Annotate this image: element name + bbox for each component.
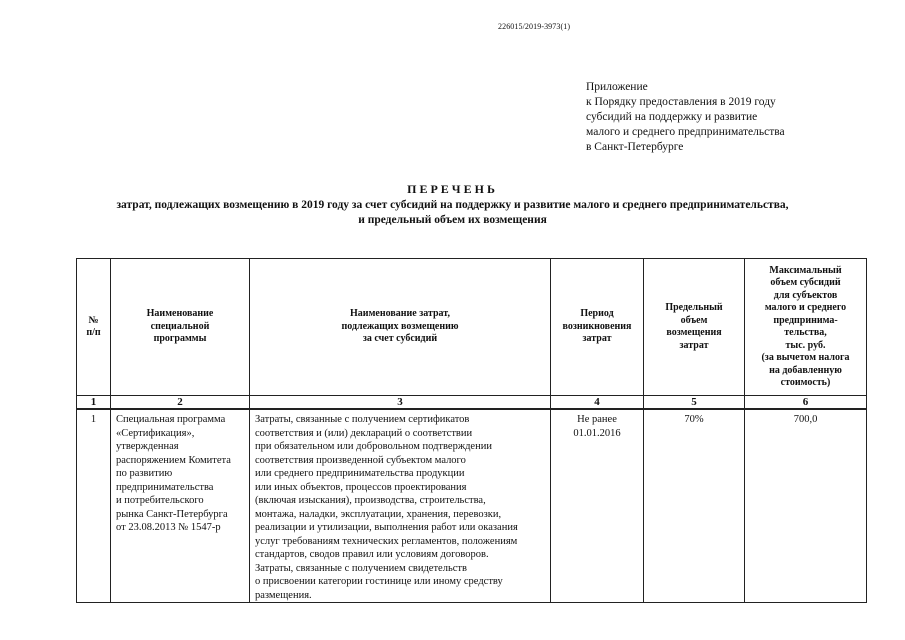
text-line: «Сертификация», bbox=[116, 427, 195, 439]
header-cell-program bbox=[111, 259, 250, 396]
text-line: для субъектов bbox=[773, 289, 838, 301]
text-line: монтажа, наладки, эксплуатации, хранения, перевозки, bbox=[255, 508, 502, 520]
text-line: подлежащих возмещению bbox=[341, 320, 459, 332]
header-cell-costs bbox=[250, 259, 551, 396]
text-line: соответствия произведенной субъектом малого bbox=[255, 454, 466, 466]
header-cell-number bbox=[77, 259, 111, 396]
limit-value: 70% bbox=[684, 414, 704, 425]
column-number: 3 bbox=[250, 396, 551, 410]
text-line: малого и среднего bbox=[764, 302, 847, 313]
text-line: (включая изыскания), производства, строительства, bbox=[255, 495, 486, 506]
document-number: 226015/2019-3973(1) bbox=[498, 22, 571, 31]
header-cell-max-amount bbox=[745, 259, 867, 396]
program-text bbox=[111, 410, 249, 535]
appendix-line: субсидий на поддержку и развитие bbox=[586, 111, 758, 123]
text-line: п/п bbox=[86, 327, 101, 338]
text-line: Наименование затрат, bbox=[350, 308, 450, 320]
text-line: специальной bbox=[150, 320, 210, 332]
text-line: тельства, bbox=[784, 327, 827, 338]
text-line: № bbox=[88, 314, 99, 326]
text-line: Затраты, связанные с получением свидетельств bbox=[255, 562, 467, 574]
appendix-line: в Санкт-Петербурге bbox=[586, 141, 684, 153]
text-line: тыс. руб. bbox=[785, 339, 826, 351]
text-line: на добавленную bbox=[769, 364, 842, 376]
text-line: соответствия и (или) деклараций о соответствии bbox=[255, 427, 473, 439]
text-line: от 23.08.2013 № 1547-р bbox=[116, 522, 221, 533]
document-subtitle bbox=[60, 198, 845, 228]
text-line: Наименование bbox=[146, 308, 214, 320]
document-title: ПЕРЕЧЕНЬ bbox=[407, 182, 498, 196]
column-number: 4 bbox=[551, 396, 644, 410]
header-cell-period bbox=[551, 259, 644, 396]
text-line: или иных объектов, процессов проектирования bbox=[255, 481, 467, 493]
text-line: (за вычетом налога bbox=[761, 352, 850, 363]
subtitle-line: затрат, подлежащих возмещению в 2019 году за счет субсидий на поддержку и развитие малого и среднего предпринимательства, bbox=[116, 199, 789, 211]
costs-cell bbox=[250, 409, 551, 603]
appendix-block bbox=[586, 80, 785, 155]
text-line: объем bbox=[680, 314, 708, 326]
column-number: 6 bbox=[745, 396, 867, 410]
row-number: 1 bbox=[90, 414, 97, 425]
text-line: услуг требованиям технических регламентов, положениям bbox=[255, 535, 518, 547]
text-line: Специальная программа bbox=[116, 414, 226, 425]
max-amount-cell bbox=[745, 409, 867, 603]
text-line: стандартов, сводов правил или условиям договоров. bbox=[255, 549, 489, 560]
text-line: Период bbox=[580, 308, 614, 320]
text-line: предпринима- bbox=[773, 314, 838, 326]
appendix-line: Приложение bbox=[586, 81, 648, 93]
period-text bbox=[551, 410, 643, 440]
text-line: 01.01.2016 bbox=[573, 427, 621, 439]
max-amount-value: 700,0 bbox=[793, 414, 818, 425]
text-line: программы bbox=[153, 333, 207, 345]
limit-cell bbox=[644, 409, 745, 603]
table-header-row bbox=[77, 259, 867, 396]
text-line: возникновения bbox=[562, 320, 632, 332]
text-line: Предельный bbox=[665, 302, 723, 313]
program-cell bbox=[111, 409, 250, 603]
text-line: или среднего предпринимательства продукции bbox=[255, 468, 465, 479]
column-number-row bbox=[77, 396, 867, 410]
text-line: стоимость) bbox=[780, 377, 831, 388]
column-number: 5 bbox=[644, 396, 745, 410]
column-number: 2 bbox=[111, 396, 250, 410]
text-line: о присвоении категории гостинице или иному средству bbox=[255, 576, 503, 587]
text-line: возмещения bbox=[666, 327, 722, 338]
subtitle-line: и предельный объем их возмещения bbox=[358, 214, 547, 226]
header-cell-limit bbox=[644, 259, 745, 396]
row-number-cell bbox=[77, 409, 111, 603]
appendix-line: малого и среднего предпринимательства bbox=[586, 126, 785, 138]
text-line: утвержденная bbox=[116, 441, 179, 452]
text-line: Максимальный bbox=[769, 264, 842, 276]
text-line: предпринимательства bbox=[116, 481, 214, 493]
text-line: реализации и утилизации, выполнения работ или оказания bbox=[255, 522, 518, 533]
column-number: 1 bbox=[77, 396, 111, 410]
text-line: по развитию bbox=[116, 468, 173, 479]
text-line: за счет субсидий bbox=[362, 333, 438, 345]
text-line: затрат bbox=[679, 339, 709, 351]
text-line: распоряжением Комитета bbox=[116, 454, 231, 466]
table-row bbox=[77, 409, 867, 603]
text-line: объем субсидий bbox=[770, 277, 841, 288]
text-line: Не ранее bbox=[577, 414, 617, 425]
period-cell bbox=[551, 409, 644, 603]
text-line: Затраты, связанные с получением сертификатов bbox=[255, 414, 470, 425]
text-line: размещения. bbox=[255, 589, 312, 601]
appendix-line: к Порядку предоставления в 2019 году bbox=[586, 96, 776, 108]
text-line: при обязательном или добровольном подтверждении bbox=[255, 441, 492, 452]
costs-table bbox=[76, 258, 867, 603]
costs-text bbox=[250, 410, 550, 602]
text-line: затрат bbox=[582, 333, 612, 345]
text-line: рынка Санкт-Петербурга bbox=[116, 508, 228, 520]
text-line: и потребительского bbox=[116, 495, 204, 506]
